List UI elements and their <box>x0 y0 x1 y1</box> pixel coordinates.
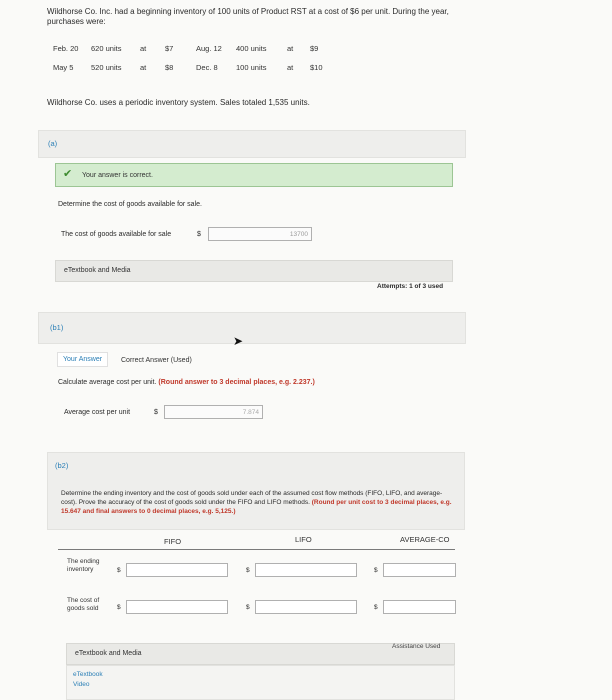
purchase-cost: $8 <box>165 63 174 72</box>
part-b1-rounding-note: (Round answer to 3 decimal places, e.g. 2.237.) <box>158 379 315 386</box>
purchase-cost: $7 <box>165 44 174 53</box>
purchase-date: Aug. 12 <box>196 44 222 53</box>
purchase-at: at <box>140 63 147 72</box>
tab-your-answer[interactable] <box>57 356 108 363</box>
purchase-units: 620 units <box>91 44 122 53</box>
currency-symbol: $ <box>374 604 378 611</box>
currency-symbol: $ <box>154 409 158 416</box>
row-label-ending-inventory: The ending inventory <box>67 558 100 573</box>
part-b2-question-text: Determine the ending inventory and the cost of goods sold under each of the assumed cost flow methods (FIFO, LIFO, and average-cost). Prove the accuracy of the cost of goods sold under the FIFO and LIFO methods. <box>61 490 443 506</box>
cost-available-input[interactable]: 13700 <box>208 227 312 241</box>
column-header-average: AVERAGE-CO <box>400 535 450 544</box>
column-header-lifo: LIFO <box>295 535 312 544</box>
part-a-header <box>38 130 466 158</box>
part-a-question: Determine the cost of goods available for sale. <box>58 201 202 208</box>
video-link[interactable]: Video <box>73 681 90 688</box>
currency-symbol: $ <box>117 604 121 611</box>
purchase-cost: $9 <box>310 44 319 53</box>
lifo-ending-inventory-input[interactable] <box>255 563 357 577</box>
column-divider <box>58 549 455 550</box>
avg-cost-label: Average cost per unit <box>64 409 131 416</box>
part-b2-rounding-note: (Round per unit cost to 3 decimal places, e.g. 15.647 and final answers to 0 decimal places, e.g. 5,125.) <box>61 499 452 515</box>
purchase-date: Feb. 20 <box>53 44 79 53</box>
tab-your-answer-label: Your Answer <box>57 352 108 367</box>
purchase-units: 100 units <box>236 63 267 72</box>
lifo-cogs-input[interactable] <box>255 600 357 614</box>
fifo-ending-inventory-input[interactable] <box>126 563 228 577</box>
correct-message: Your answer is correct. <box>82 172 153 179</box>
part-b2-label: (b2) <box>55 461 69 470</box>
purchase-date: Dec. 8 <box>196 63 218 72</box>
part-a-label: (a) <box>48 139 58 148</box>
currency-symbol: $ <box>374 567 378 574</box>
average-ending-inventory-input[interactable] <box>383 563 456 577</box>
etextbook-media-bar-a[interactable] <box>55 260 453 282</box>
fifo-cogs-input[interactable] <box>126 600 228 614</box>
check-icon: ✔ <box>63 168 73 180</box>
average-cogs-input[interactable] <box>383 600 456 614</box>
part-b1-label: (b1) <box>50 323 64 332</box>
row-label-cost-of-goods-sold: The cost of goods sold <box>67 597 100 612</box>
attempts-counter: Attempts: 1 of 3 used <box>377 283 444 290</box>
etextbook-media-label: eTextbook and Media <box>64 267 131 274</box>
etextbook-link[interactable]: eTextbook <box>73 671 103 678</box>
purchase-units: 400 units <box>236 44 267 53</box>
currency-symbol: $ <box>197 231 201 238</box>
correct-banner <box>55 163 453 187</box>
column-header-fifo: FIFO <box>164 537 182 546</box>
purchase-date: May 5 <box>53 63 74 72</box>
avg-cost-input[interactable]: 7.874 <box>164 405 263 419</box>
purchase-at: at <box>287 44 294 53</box>
part-b2-question <box>61 489 456 516</box>
media-links-panel <box>66 665 455 700</box>
part-b1-question-text: Calculate average cost per unit. <box>58 379 157 386</box>
etextbook-media-label: eTextbook and Media <box>75 650 142 657</box>
purchase-cost: $10 <box>310 63 323 72</box>
part-a-field-label: The cost of goods available for sale <box>61 231 172 238</box>
purchase-at: at <box>140 44 147 53</box>
currency-symbol: $ <box>246 604 250 611</box>
system-note: Wildhorse Co. uses a periodic inventory system. Sales totaled 1,535 units. <box>47 98 310 107</box>
mouse-cursor-icon: ➤ <box>233 334 244 348</box>
part-b1-header <box>38 312 466 344</box>
currency-symbol: $ <box>246 567 250 574</box>
problem-intro: Wildhorse Co. Inc. had a beginning inventory of 100 units of Product RST at a cost of $6 per unit. During the year, purchases were: <box>47 7 449 26</box>
currency-symbol: $ <box>117 567 121 574</box>
part-b1-question <box>58 379 315 386</box>
purchase-units: 520 units <box>91 63 122 72</box>
tab-correct-answer[interactable]: Correct Answer (Used) <box>121 357 192 364</box>
assistance-used-label: Assistance Used <box>392 643 441 650</box>
part-b2-panel <box>47 452 465 530</box>
purchase-at: at <box>287 63 294 72</box>
